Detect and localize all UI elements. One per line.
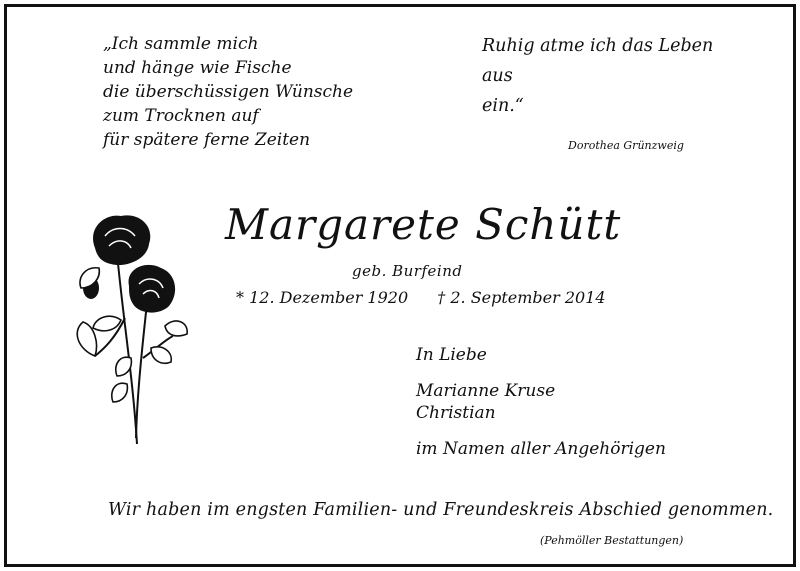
poem-line: zum Trocknen auf bbox=[103, 106, 259, 126]
mourner-name: Marianne Kruse bbox=[416, 381, 556, 401]
poem-line: „Ich sammle mich bbox=[103, 34, 259, 54]
rose-icon bbox=[65, 208, 190, 453]
poem-line: ein.“ bbox=[482, 96, 524, 116]
deceased-name: Margarete Schütt bbox=[225, 200, 622, 249]
poem-line: die überschüssigen Wünsche bbox=[103, 82, 354, 102]
closing-text: Wir haben im engsten Familien- und Freundeskreis Abschied genommen. bbox=[108, 500, 774, 520]
poem-line: und hänge wie Fische bbox=[103, 58, 292, 78]
maiden-name: geb. Burfeind bbox=[352, 262, 463, 280]
poem-author: Dorothea Grünzweig bbox=[568, 139, 684, 152]
poem-right bbox=[482, 31, 713, 121]
poem-line: Ruhig atme ich das Leben bbox=[482, 36, 714, 56]
mourner-name: Christian bbox=[416, 403, 496, 423]
poem-left bbox=[103, 32, 353, 152]
undertaker: (Pehmöller Bestattungen) bbox=[540, 534, 684, 547]
mourners-block bbox=[416, 344, 666, 460]
mourners-intro: In Liebe bbox=[416, 345, 487, 365]
birth-date: * 12. Dezember 1920 bbox=[236, 288, 409, 307]
death-date: † 2. September 2014 bbox=[437, 288, 606, 307]
mourners-outro: im Namen aller Angehörigen bbox=[416, 439, 666, 459]
poem-line: für spätere ferne Zeiten bbox=[103, 130, 311, 150]
poem-line: aus bbox=[482, 66, 513, 86]
life-dates bbox=[236, 288, 606, 307]
